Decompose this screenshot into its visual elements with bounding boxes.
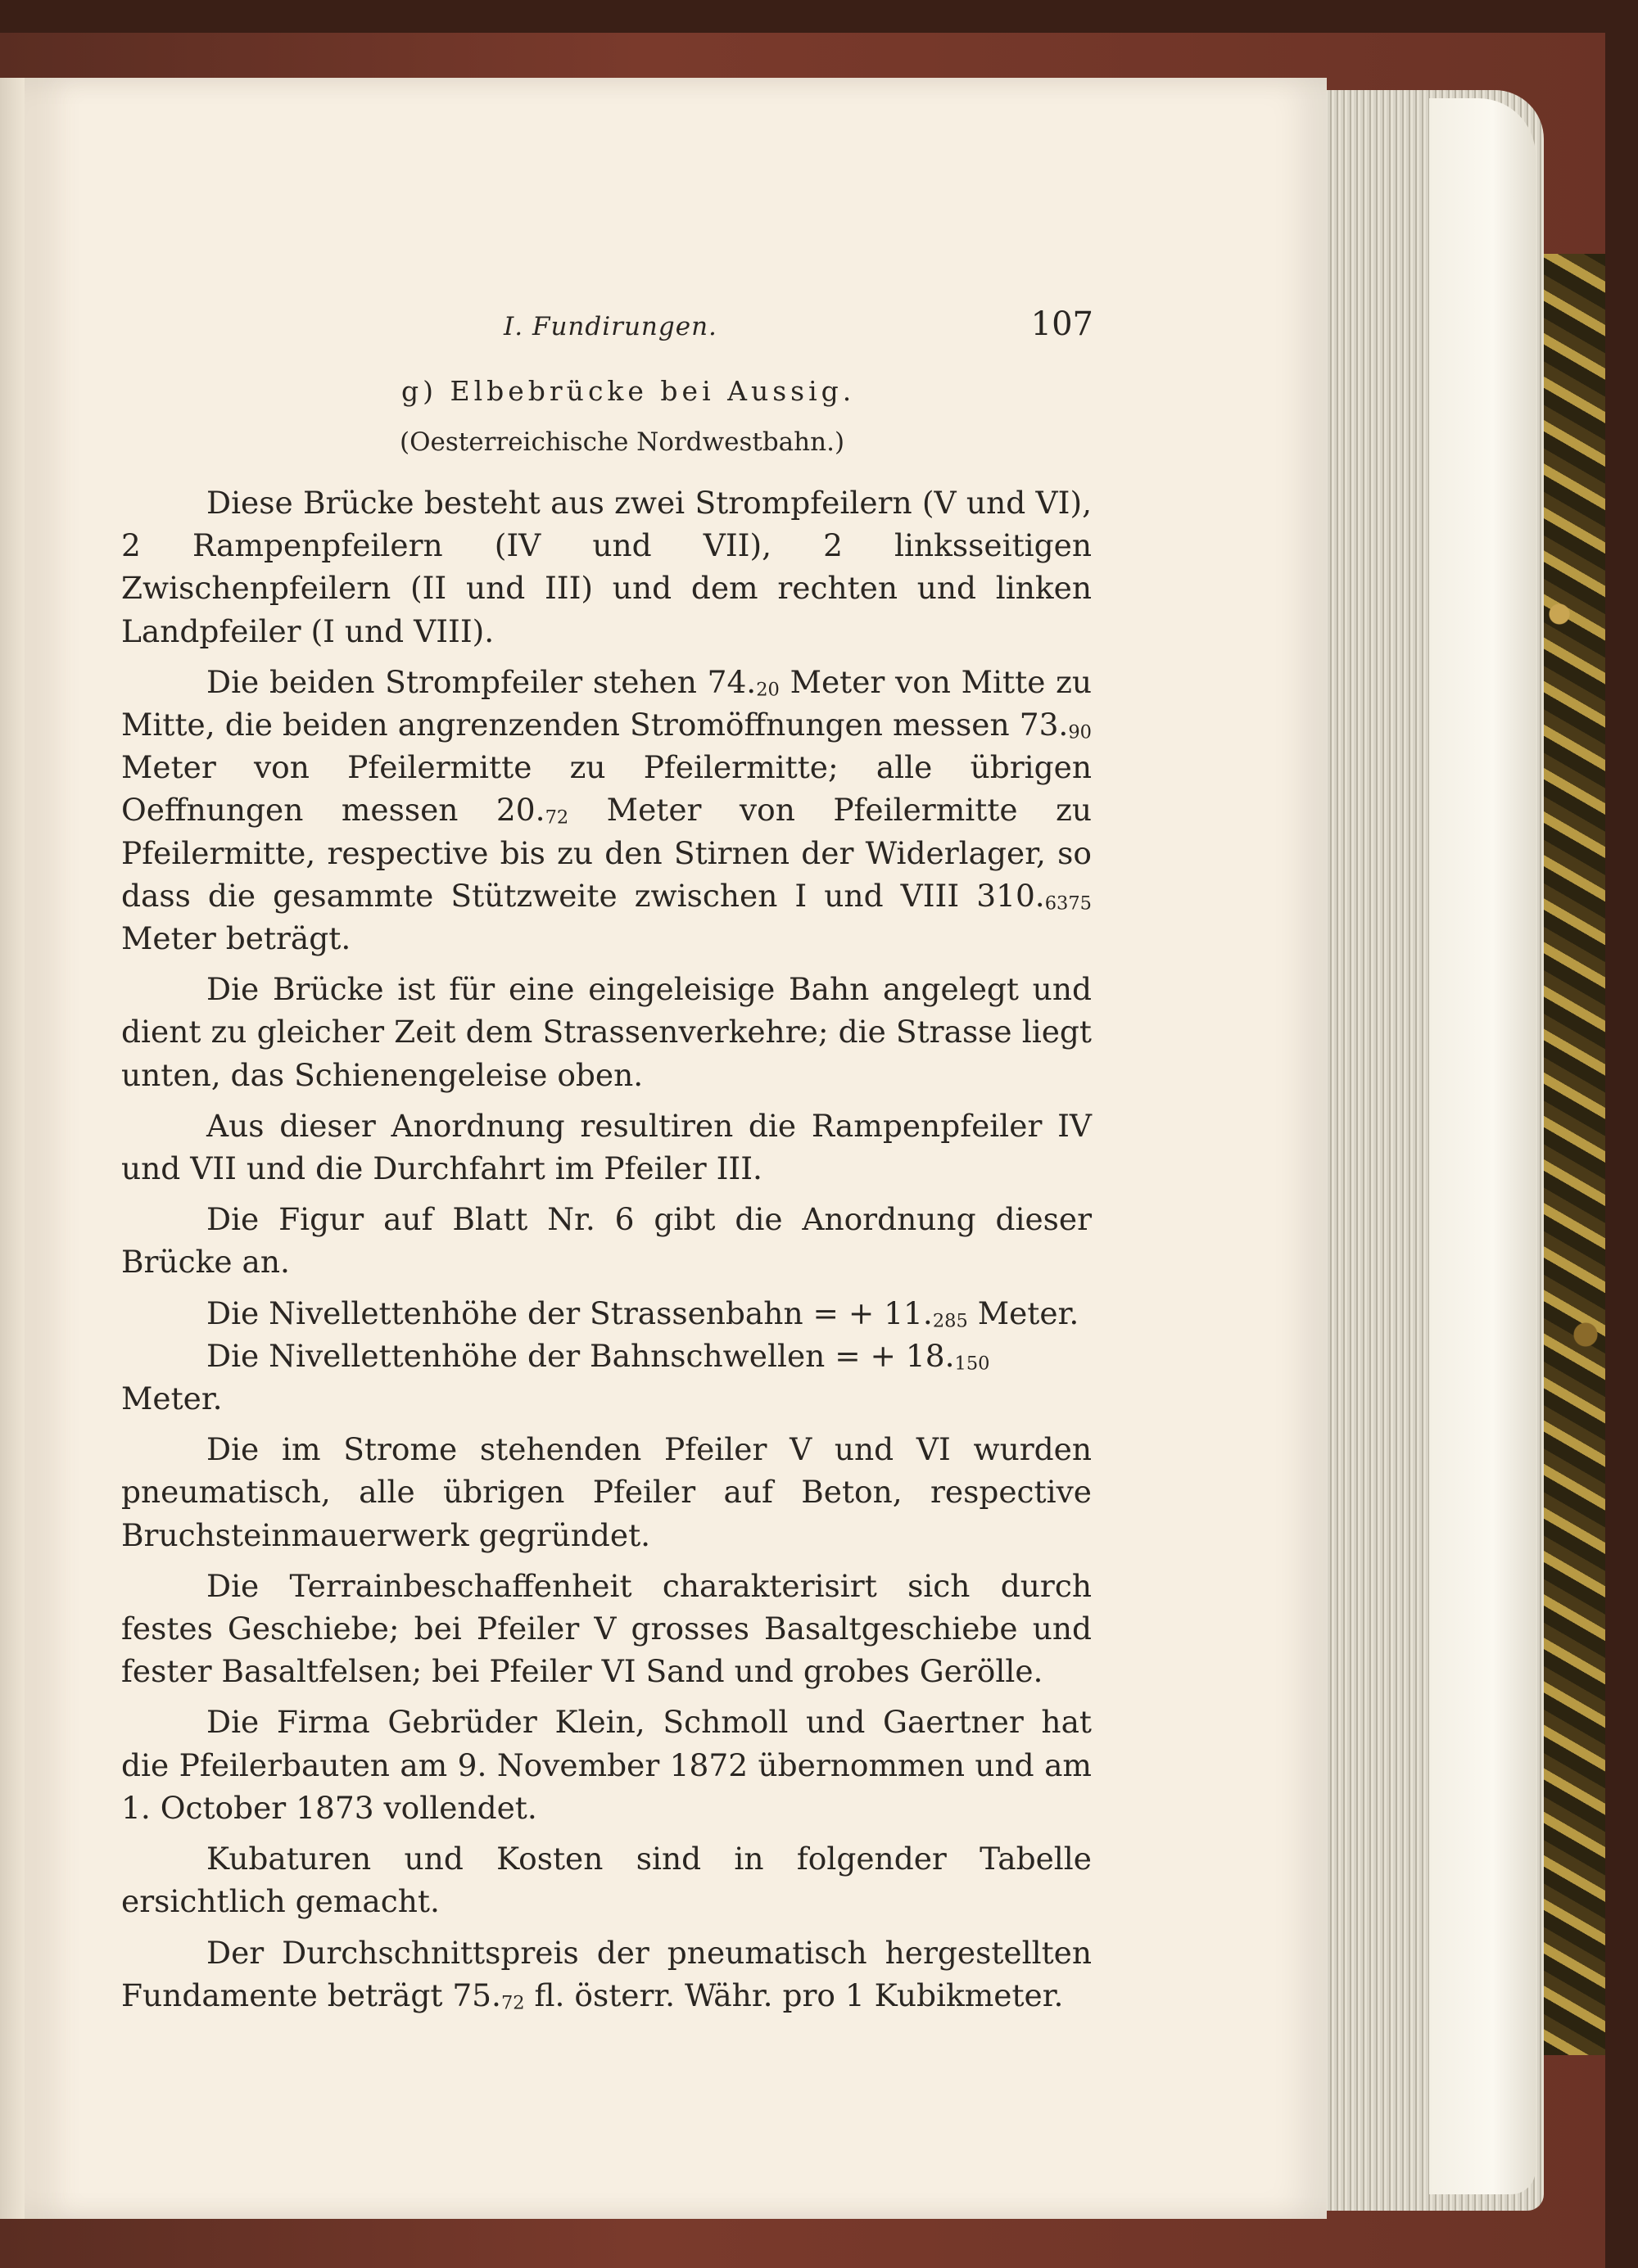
paragraph: Die beiden Strompfeiler stehen $74._{20}$ Meter von Mitte zu Mitte, die beiden angrenzenden Stromöffnungen messen $73._{90}$ Meter von Pfeilermitte zu Pfeilermitte; alle übrigen Oeffnungen messen $20._{72}$ Meter von Pfeilermitte zu Pfeilermitte, respective bis zu den Stirnen der Widerlager, so dass die gesammte Stützweite zwischen I und VIII $310._{6375}$ Meter beträgt. bbox=[121, 663, 1092, 957]
running-title: I. Fundirungen. bbox=[504, 312, 717, 341]
formula-line: Die Nivellettenhöhe der Bahnschwellen = + $18._{150}$ Meter. bbox=[121, 1337, 990, 1417]
paragraph: Aus dieser Anordnung resultiren die Rampenpfeiler IV und VII und die Durchfahrt im Pfeiler III. bbox=[121, 1107, 1092, 1187]
paragraph: Die Firma Gebrüder Klein, Schmoll und Gaertner hat die Pfeilerbauten am 9. November 1872 übernommen und am 1. October 1873 vollendet. bbox=[121, 1704, 1092, 1826]
paragraph: Die im Strome stehenden Pfeiler V und VI wurden pneumatisch, alle übrigen Pfeiler auf Beton, respective Bruchsteinmauerwerk gegründet. bbox=[121, 1431, 1092, 1553]
page-stack-face bbox=[1429, 98, 1536, 2194]
marbled-book-edge bbox=[1540, 254, 1605, 2055]
paragraph: Die Terrainbeschaffenheit charakterisirt sich durch festes Geschiebe; bei Pfeiler V grosses Basaltgeschiebe und fester Basaltfelsen; bei Pfeiler VI Sand und grobes Gerölle. bbox=[121, 1567, 1092, 1690]
paragraph: Diese Brücke besteht aus zwei Strompfeilern (V und VI), 2 Rampenpfeilern (IV und VII), 2 linksseitigen Zwischenpfeilern (II und III) und dem rechten und linken Landpfeiler (I und VIII). bbox=[121, 485, 1092, 649]
paragraph: Der Durchschnittspreis der pneumatisch hergestellten Fundamente beträgt $75._{72}$ fl. österr. Währ. pro 1 Kubikmeter. bbox=[121, 1934, 1092, 2014]
section-title: g) Elbebrücke bei Aussig. bbox=[401, 375, 856, 407]
body-text bbox=[121, 481, 1092, 2025]
paragraph: Kubaturen und Kosten sind in folgender Tabelle ersichtlich gemacht. bbox=[121, 1841, 1092, 1920]
paragraph: Die Brücke ist für eine eingeleisige Bahn angelegt und dient zu gleicher Zeit dem Strassenverkehre; die Strasse liegt unten, das Schienengeleise oben. bbox=[121, 971, 1092, 1093]
section-subtitle: (Oesterreichische Nordwestbahn.) bbox=[400, 427, 845, 457]
formula-line: Die Nivellettenhöhe der Strassenbahn = + $11._{285}$ Meter. bbox=[206, 1294, 1079, 1332]
paragraph: Die Figur auf Blatt Nr. 6 gibt die Anordnung dieser Brücke an. bbox=[121, 1201, 1092, 1281]
page-number: 107 bbox=[1030, 305, 1093, 343]
running-head bbox=[504, 305, 1093, 355]
left-page-edge bbox=[0, 78, 26, 2219]
